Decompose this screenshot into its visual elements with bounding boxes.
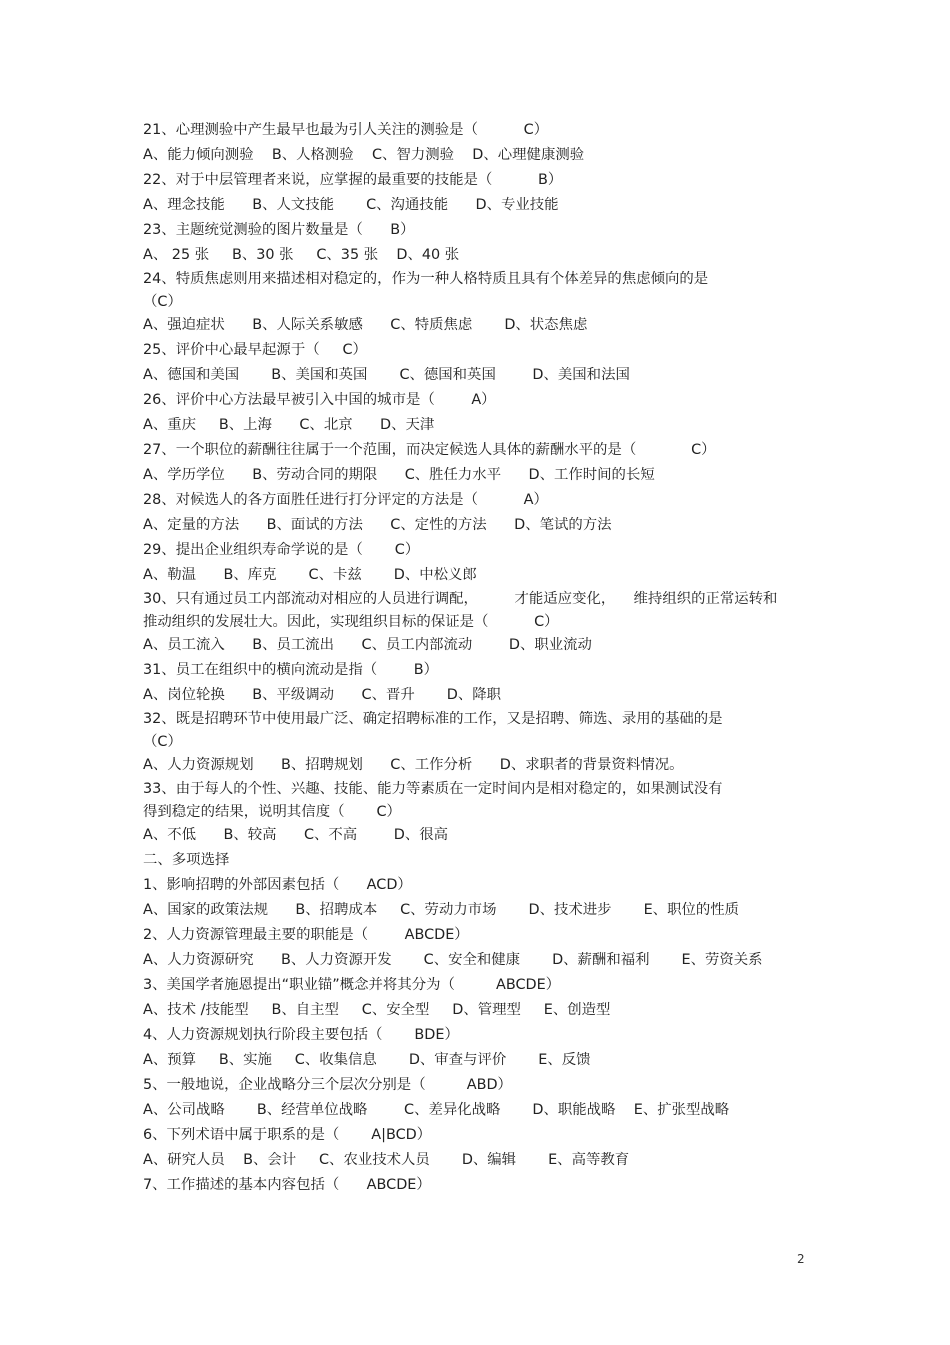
question-24: 24、特质焦虑则用来描述相对稳定的，作为一种人格特质且具有个体差异的焦虑倾向的是 （C） — [143, 271, 709, 310]
options-22: A、理念技能 B、人文技能 C、沟通技能 D、专业技能 — [143, 197, 559, 213]
multi-question-3: 3、美国学者施恩提出“职业锚”概念并将其分为（ ABCDE） — [143, 977, 561, 993]
question-29: 29、提出企业组织寿命学说的是（ C） — [143, 542, 420, 558]
multi-options-2: A、人力资源研究 B、人力资源开发 C、安全和健康 D、薪酬和福利 E、劳资关系 — [143, 952, 763, 968]
question-33: 33、由于每人的个性、兴趣、技能、能力等素质在一定时间内是相对稳定的，如果测试没有 得到稳定的结果，说明其信度（ C） — [143, 781, 723, 820]
options-32: A、人力资源规划 B、招聘规划 C、工作分析 D、求职者的背景资料情况。 — [143, 757, 684, 773]
options-25: A、德国和美国 B、美国和英国 C、德国和英国 D、美国和法国 — [143, 367, 630, 383]
question-26: 26、评价中心方法最早被引入中国的城市是（ A） — [143, 392, 496, 408]
options-31: A、岗位轮换 B、平级调动 C、晋升 D、降职 — [143, 687, 502, 703]
question-32: 32、既是招聘环节中使用最广泛、确定招聘标准的工作，又是招聘、筛选、录用的基础的是 （C） — [143, 711, 723, 750]
question-28: 28、对候选人的各方面胜任进行打分评定的方法是（ A） — [143, 492, 548, 508]
page-number: 2 — [797, 1252, 805, 1266]
multi-question-2: 2、人力资源管理最主要的职能是（ ABCDE） — [143, 927, 469, 943]
page-content — [143, 118, 803, 1198]
options-24: A、强迫症状 B、人际关系敏感 C、特质焦虑 D、状态焦虑 — [143, 317, 588, 333]
options-26: A、重庆 B、上海 C、北京 D、天津 — [143, 417, 435, 433]
question-23: 23、主题统觉测验的图片数量是（ B） — [143, 222, 415, 238]
options-33: A、不低 B、较高 C、不高 D、很高 — [143, 827, 449, 843]
multi-options-4: A、预算 B、实施 C、收集信息 D、审查与评价 E、反馈 — [143, 1052, 591, 1068]
question-25: 25、评价中心最早起源于（ C） — [143, 342, 367, 358]
question-22: 22、对于中层管理者来说，应掌握的最重要的技能是（ B） — [143, 172, 563, 188]
question-27: 27、一个职位的薪酬往往属于一个范围，而决定候选人具体的薪酬水平的是（ C） — [143, 442, 716, 458]
multi-options-5: A、公司战略 B、经营单位战略 C、差异化战略 D、职能战略 E、扩张型战略 — [143, 1102, 730, 1118]
multi-options-3: A、技术 /技能型 B、自主型 C、安全型 D、管理型 E、创造型 — [143, 1002, 611, 1018]
section-heading-multiple-choice: 二、多项选择 — [143, 852, 230, 868]
options-27: A、学历学位 B、劳动合同的期限 C、胜任力水平 D、工作时间的长短 — [143, 467, 655, 483]
options-28: A、定量的方法 B、面试的方法 C、定性的方法 D、笔试的方法 — [143, 517, 612, 533]
multi-question-1: 1、影响招聘的外部因素包括（ ACD） — [143, 877, 412, 893]
options-21: A、能力倾向测验 B、人格测验 C、智力测验 D、心理健康测验 — [143, 147, 585, 163]
question-21: 21、心理测验中产生最早也最为引人关注的测验是（ C） — [143, 122, 549, 138]
multi-options-6: A、研究人员 B、会计 C、农业技术人员 D、编辑 E、高等教育 — [143, 1152, 630, 1168]
multi-question-4: 4、人力资源规划执行阶段主要包括（ BDE） — [143, 1027, 459, 1043]
options-29: A、勒温 B、库克 C、卡兹 D、中松义郎 — [143, 567, 477, 583]
multi-question-6: 6、下列术语中属于职系的是（ A|BCD） — [143, 1127, 432, 1143]
question-31: 31、员工在组织中的横向流动是指（ B） — [143, 662, 439, 678]
options-23: A、 25 张 B、30 张 C、35 张 D、40 张 — [143, 247, 460, 263]
multi-options-1: A、国家的政策法规 B、招聘成本 C、劳动力市场 D、技术进步 E、职位的性质 — [143, 902, 740, 918]
options-30: A、员工流入 B、员工流出 C、员工内部流动 D、职业流动 — [143, 637, 592, 653]
question-30: 30、只有通过员工内部流动对相应的人员进行调配， 才能适应变化， 维持组织的正常运转和 推动组织的发展壮大。因此，实现组织目标的保证是（ C） — [143, 591, 778, 630]
multi-question-5: 5、一般地说，企业战略分三个层次分别是（ ABD） — [143, 1077, 512, 1093]
multi-question-7: 7、工作描述的基本内容包括（ ABCDE） — [143, 1177, 431, 1193]
